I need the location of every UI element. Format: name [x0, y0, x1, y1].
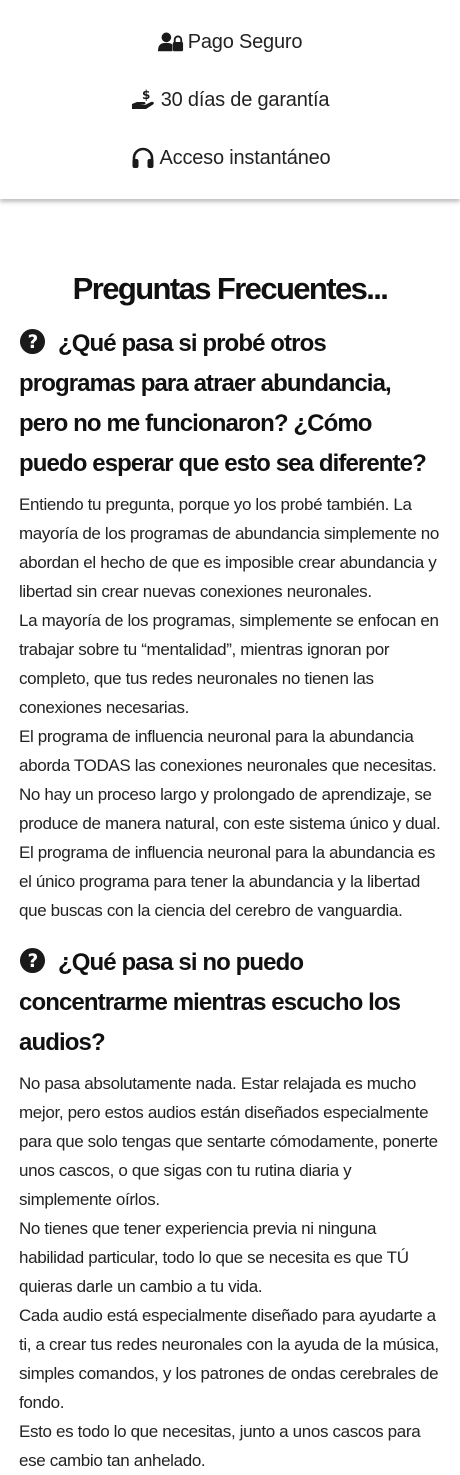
svg-text:$: $ — [141, 88, 150, 102]
faq-answer-paragraph: No pasa absolutamente nada. Estar relajada es mucho mejor, pero estos audios están diseñados especialmente para que solo tengas que sentarte cómodamente, ponerte unos cascos, o que sigas con tu rutina diaria y simplemente oírlos. — [19, 1074, 438, 1209]
faq-answer-paragraph: Esto es todo lo que necesitas, junto a unos cascos para ese cambio tan anhelado. — [19, 1422, 421, 1470]
question-circle-icon — [19, 947, 46, 974]
faq-answer-paragraph: El programa de influencia neuronal para la abundancia es el único programa para tener la abundancia y la libertad que buscas con la ciencia del cerebro de vanguardia. — [19, 843, 436, 920]
guarantee-label: Pago Seguro — [187, 30, 303, 53]
faq-section — [0, 270, 460, 1475]
guarantee-secure-payment — [0, 0, 460, 71]
hand-money-icon — [131, 88, 157, 112]
faq-title: Preguntas Frecuentes... — [72, 271, 388, 306]
faq-item — [19, 324, 441, 925]
svg-text:?: ? — [27, 950, 38, 972]
faq-question-text: ¿Qué pasa si no puedo concentrarme mientras escucho los audios? — [19, 949, 401, 1056]
guarantees-panel — [0, 0, 460, 199]
guarantee-label: Acceso instantáneo — [159, 146, 331, 169]
faq-question — [19, 943, 441, 1063]
faq-answer-paragraph: La mayoría de los programas, simplemente se enfocan en trabajar sobre tu “mentalidad”, mientras ignoran por completo, que tus redes neuronales no tienen las conexiones necesarias. — [19, 611, 439, 717]
question-circle-icon — [19, 328, 46, 355]
guarantee-instant-access — [0, 129, 460, 187]
faq-answer-paragraph: El programa de influencia neuronal para la abundancia aborda TODAS las conexiones neuronales que necesitas. No hay un proceso largo y prolongado de aprendizaje, se produce de manera natural, con este sistema único y dual. — [19, 727, 441, 833]
guarantee-money-back — [0, 71, 460, 129]
headphones-icon — [130, 146, 156, 170]
user-lock-icon — [158, 30, 184, 54]
faq-question-text: ¿Qué pasa si probé otros programas para atraer abundancia, pero no me funcionaron? ¿Cómo puedo esperar que esto sea diferente? — [19, 330, 426, 477]
faq-question — [19, 324, 441, 484]
faq-answer — [19, 1069, 441, 1475]
faq-answer — [19, 490, 441, 925]
faq-answer-paragraph: Entiendo tu pregunta, porque yo los probé también. La mayoría de los programas de abundancia simplemente no abordan el hecho de que es imposible crear abundancia y libertad sin crear nuevas conexiones neuronales. — [19, 495, 439, 601]
faq-answer-paragraph: No tienes que tener experiencia previa ni ninguna habilidad particular, todo lo que se necesita es que TÚ quieras darle un cambio a tu vida. — [19, 1219, 409, 1296]
guarantee-label: 30 días de garantía — [160, 88, 330, 111]
faq-item — [19, 943, 441, 1475]
svg-text:?: ? — [27, 331, 38, 353]
faq-answer-paragraph: Cada audio está especialmente diseñado para ayudarte a ti, a crear tus redes neuronales con la ayuda de la música, simples comandos, y los patrones de ondas cerebrales de fondo. — [19, 1306, 439, 1412]
